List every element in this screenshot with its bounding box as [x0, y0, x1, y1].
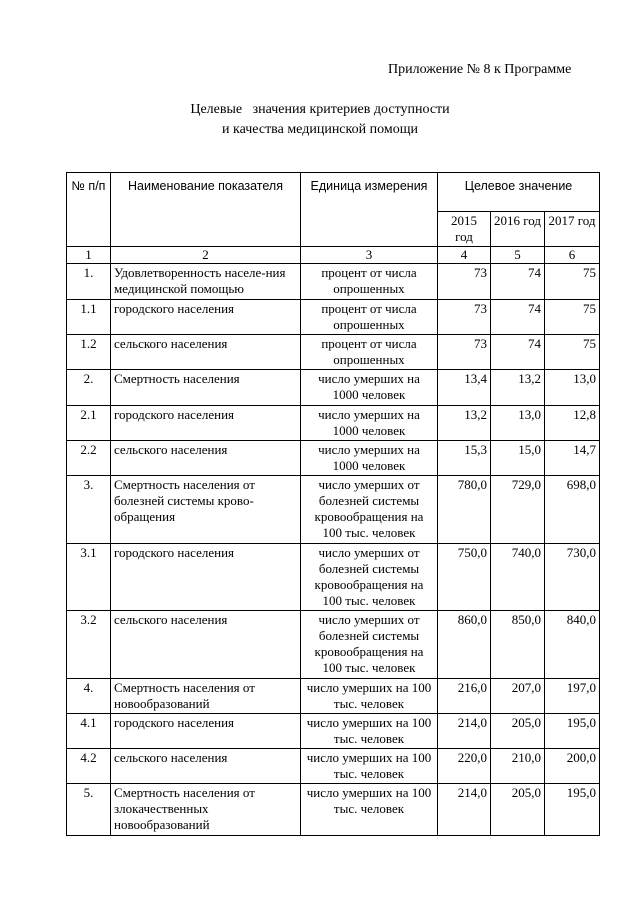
col-header-year-2015: 2015 год	[438, 212, 491, 247]
row-number: 2.	[67, 370, 111, 406]
col-index: 1	[67, 247, 111, 264]
value-2015: 13,2	[438, 406, 491, 441]
indicator-name: Смертность населения	[111, 370, 301, 406]
row-number: 4.1	[67, 714, 111, 749]
table-row	[67, 611, 600, 679]
unit-of-measure: число умерших на 100 тыс. человек	[301, 714, 438, 749]
row-number: 2.2	[67, 441, 111, 476]
indicator-name: Смертность населения от новообразований	[111, 679, 301, 714]
row-number: 1.1	[67, 300, 111, 335]
col-index: 6	[545, 247, 600, 264]
value-2015: 73	[438, 264, 491, 300]
header-row	[67, 173, 600, 212]
value-2016: 729,0	[491, 476, 545, 544]
unit-of-measure: число умерших на 1000 человек	[301, 406, 438, 441]
row-number: 1.	[67, 264, 111, 300]
indicator-name: городского населения	[111, 406, 301, 441]
row-number: 5.	[67, 784, 111, 836]
value-2017: 200,0	[545, 749, 600, 784]
value-2017: 195,0	[545, 784, 600, 836]
value-2017: 75	[545, 300, 600, 335]
value-2017: 698,0	[545, 476, 600, 544]
criteria-table	[66, 172, 600, 836]
indicator-name: сельского населения	[111, 749, 301, 784]
col-header-unit: Единица измерения	[301, 173, 438, 247]
value-2017: 13,0	[545, 370, 600, 406]
col-index: 5	[491, 247, 545, 264]
value-2015: 214,0	[438, 784, 491, 836]
unit-of-measure: число умерших от болезней системы кровообращения на 100 тыс. человек	[301, 476, 438, 544]
unit-of-measure: процент от числа опрошенных	[301, 335, 438, 370]
table-row	[67, 335, 600, 370]
value-2016: 205,0	[491, 714, 545, 749]
col-header-num: № п/п	[67, 173, 111, 247]
value-2016: 207,0	[491, 679, 545, 714]
unit-of-measure: процент от числа опрошенных	[301, 300, 438, 335]
table-row	[67, 441, 600, 476]
table-row	[67, 406, 600, 441]
indicator-name: Смертность населения от злокачественных новообразований	[111, 784, 301, 836]
value-2015: 220,0	[438, 749, 491, 784]
col-header-year-2017: 2017 год	[545, 212, 600, 247]
unit-of-measure: число умерших на 1000 человек	[301, 441, 438, 476]
column-index-row	[67, 247, 600, 264]
value-2015: 73	[438, 300, 491, 335]
value-2017: 197,0	[545, 679, 600, 714]
title-line-1: Целевые значения критериев доступности	[190, 102, 450, 117]
annex-label: Приложение № 8 к Программе	[388, 62, 572, 77]
value-2015: 860,0	[438, 611, 491, 679]
table-row	[67, 714, 600, 749]
value-2017: 75	[545, 335, 600, 370]
indicator-name: городского населения	[111, 714, 301, 749]
value-2016: 15,0	[491, 441, 545, 476]
col-index: 2	[111, 247, 301, 264]
value-2016: 13,0	[491, 406, 545, 441]
indicator-name: сельского населения	[111, 611, 301, 679]
row-number: 2.1	[67, 406, 111, 441]
indicator-name: сельского населения	[111, 335, 301, 370]
indicator-name: Удовлетворенность населе-ния медицинской помощью	[111, 264, 301, 300]
unit-of-measure: число умерших на 100 тыс. человек	[301, 679, 438, 714]
unit-of-measure: число умерших от болезней системы кровообращения на 100 тыс. человек	[301, 611, 438, 679]
value-2015: 214,0	[438, 714, 491, 749]
value-2016: 740,0	[491, 544, 545, 611]
table-row	[67, 544, 600, 611]
row-number: 3.1	[67, 544, 111, 611]
value-2017: 75	[545, 264, 600, 300]
table-row	[67, 784, 600, 836]
value-2016: 74	[491, 264, 545, 300]
col-header-name: Наименование показателя	[111, 173, 301, 247]
value-2017: 12,8	[545, 406, 600, 441]
row-number: 3.	[67, 476, 111, 544]
unit-of-measure: число умерших на 1000 человек	[301, 370, 438, 406]
table-row	[67, 370, 600, 406]
indicator-name: городского населения	[111, 300, 301, 335]
value-2016: 13,2	[491, 370, 545, 406]
value-2015: 13,4	[438, 370, 491, 406]
col-index: 3	[301, 247, 438, 264]
table-body	[67, 264, 600, 836]
title-line-2: и качества медицинской помощи	[222, 122, 418, 137]
indicator-name: сельского населения	[111, 441, 301, 476]
col-header-target: Целевое значение	[438, 173, 600, 212]
value-2017: 730,0	[545, 544, 600, 611]
table-row	[67, 749, 600, 784]
table-row	[67, 300, 600, 335]
row-number: 1.2	[67, 335, 111, 370]
value-2015: 780,0	[438, 476, 491, 544]
unit-of-measure: процент от числа опрошенных	[301, 264, 438, 300]
row-number: 4.2	[67, 749, 111, 784]
col-index: 4	[438, 247, 491, 264]
value-2017: 840,0	[545, 611, 600, 679]
value-2015: 750,0	[438, 544, 491, 611]
indicator-name: городского населения	[111, 544, 301, 611]
value-2017: 14,7	[545, 441, 600, 476]
document-title	[0, 100, 640, 140]
table-row	[67, 264, 600, 300]
unit-of-measure: число умерших на 100 тыс. человек	[301, 784, 438, 836]
value-2015: 73	[438, 335, 491, 370]
value-2016: 205,0	[491, 784, 545, 836]
indicator-name: Смертность населения от болезней системы крово-обращения	[111, 476, 301, 544]
table-row	[67, 679, 600, 714]
value-2015: 15,3	[438, 441, 491, 476]
table-row	[67, 476, 600, 544]
value-2015: 216,0	[438, 679, 491, 714]
value-2017: 195,0	[545, 714, 600, 749]
row-number: 4.	[67, 679, 111, 714]
row-number: 3.2	[67, 611, 111, 679]
value-2016: 74	[491, 335, 545, 370]
unit-of-measure: число умерших на 100 тыс. человек	[301, 749, 438, 784]
unit-of-measure: число умерших от болезней системы кровообращения на 100 тыс. человек	[301, 544, 438, 611]
value-2016: 850,0	[491, 611, 545, 679]
value-2016: 210,0	[491, 749, 545, 784]
col-header-year-2016: 2016 год	[491, 212, 545, 247]
value-2016: 74	[491, 300, 545, 335]
